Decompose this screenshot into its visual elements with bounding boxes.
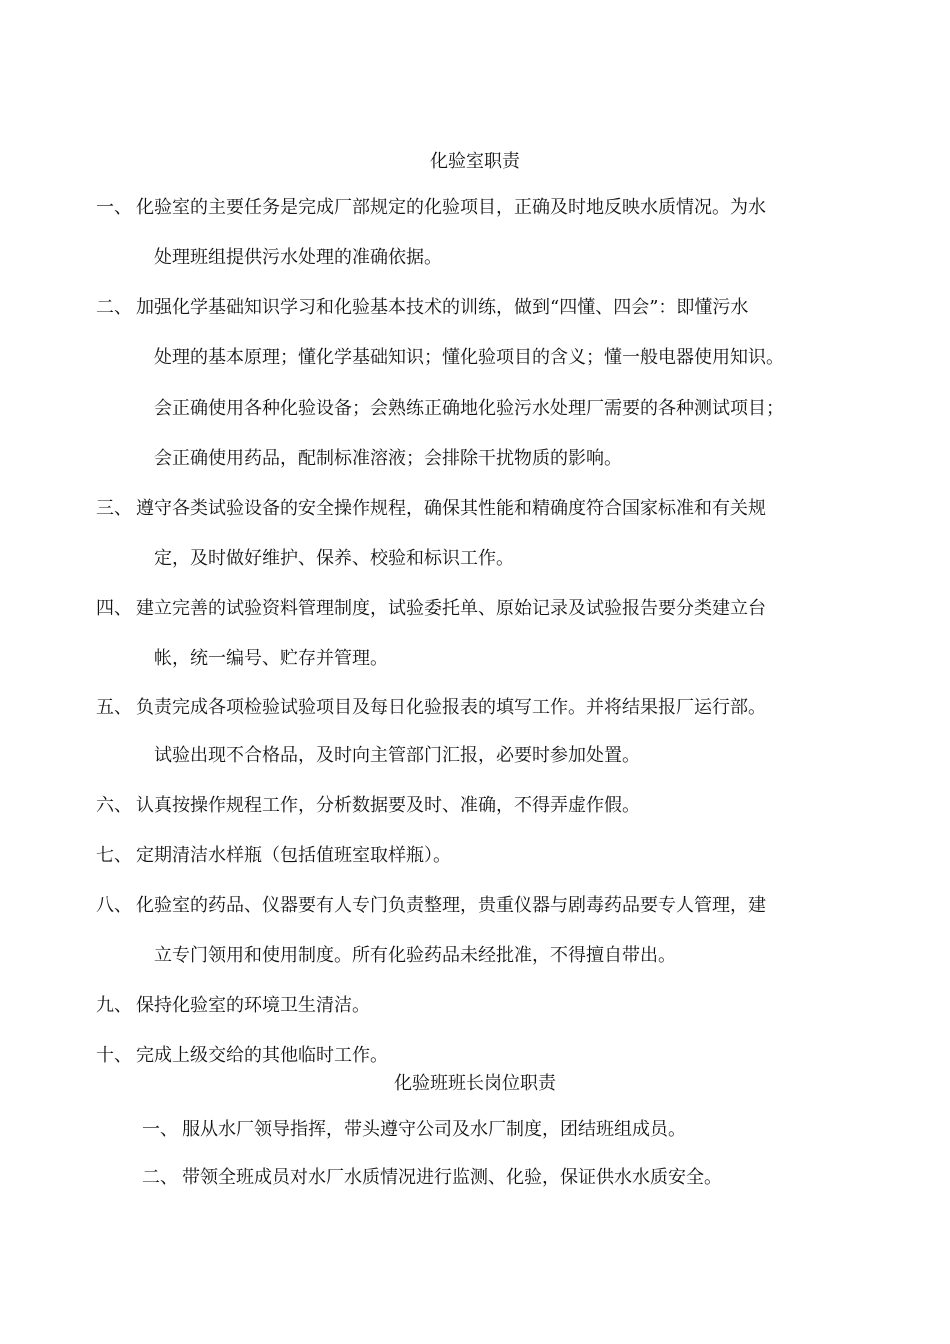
duty-8-line-2: 立专门领用和使用制度。所有化验药品未经批准，不得擅自带出。 xyxy=(154,945,676,966)
duty-text: 遵守各类试验设备的安全操作规程，确保其性能和精确度符合国家标准和有关规 xyxy=(136,498,766,519)
duty-number: 九、 xyxy=(96,995,132,1016)
duty-4-line-1 xyxy=(96,597,766,621)
duty-text: 保持化验室的环境卫生清洁。 xyxy=(136,995,370,1016)
duty-2-line-2: 处理的基本原理；懂化学基础知识；懂化验项目的含义；懂一般电器使用知识。 xyxy=(154,347,784,368)
duty-number: 一、 xyxy=(96,197,132,218)
duty-number: 八、 xyxy=(96,895,132,916)
duty-5-line-2: 试验出现不合格品，及时向主管部门汇报，必要时参加处置。 xyxy=(154,745,640,766)
section-title-lab-duties: 化验室职责 xyxy=(430,151,520,172)
duty-text: 完成上级交给的其他临时工作。 xyxy=(136,1045,388,1066)
duty-text: 认真按操作规程工作，分析数据要及时、准确，不得弄虚作假。 xyxy=(136,795,640,816)
duty-text: 带领全班成员对水厂水质情况进行监测、化验，保证供水水质安全。 xyxy=(182,1167,722,1188)
duty-number: 四、 xyxy=(96,598,132,619)
duty-2-line-1 xyxy=(96,296,748,320)
duty-text: 加强化学基础知识学习和化验基本技术的训练，做到“四懂、四会”：即懂污水 xyxy=(136,297,749,318)
duty-1-line-2: 处理班组提供污水处理的准确依据。 xyxy=(154,247,442,268)
duty-number: 七、 xyxy=(96,845,132,866)
duty-8-line-1 xyxy=(96,894,766,918)
duty-number: 十、 xyxy=(96,1045,132,1066)
duty-text: 建立完善的试验资料管理制度，试验委托单、原始记录及试验报告要分类建立台 xyxy=(136,598,766,619)
duty-text: 服从水厂领导指挥，带头遵守公司及水厂制度，团结班组成员。 xyxy=(182,1119,686,1140)
duty-9-line-1 xyxy=(96,994,370,1018)
duty-number: 三、 xyxy=(96,498,132,519)
duty-number: 六、 xyxy=(96,795,132,816)
leader-duty-1 xyxy=(142,1118,686,1142)
duty-1-line-1 xyxy=(96,196,766,220)
duty-number: 一、 xyxy=(142,1119,178,1140)
duty-text: 化验室的主要任务是完成厂部规定的化验项目，正确及时地反映水质情况。为水 xyxy=(136,197,766,218)
duty-7-line-1 xyxy=(96,844,451,868)
duty-text: 化验室的药品、仪器要有人专门负责整理，贵重仪器与剧毒药品要专人管理，建 xyxy=(136,895,766,916)
duty-5-line-1 xyxy=(96,696,766,720)
duty-10-line-1 xyxy=(96,1044,388,1068)
leader-duty-2 xyxy=(142,1166,722,1190)
duty-number: 五、 xyxy=(96,697,132,718)
duty-3-line-2: 定，及时做好维护、保养、校验和标识工作。 xyxy=(154,548,514,569)
duty-text: 负责完成各项检验试验项目及每日化验报表的填写工作。并将结果报厂运行部。 xyxy=(136,697,766,718)
duty-6-line-1 xyxy=(96,794,640,818)
duty-number: 二、 xyxy=(142,1167,178,1188)
duty-2-line-3: 会正确使用各种化验设备；会熟练正确地化验污水处理厂需要的各种测试项目； xyxy=(154,398,784,419)
duty-number: 二、 xyxy=(96,297,132,318)
duty-text: 定期清洁水样瓶（包括值班室取样瓶）。 xyxy=(136,845,451,866)
duty-3-line-1 xyxy=(96,497,766,521)
duty-2-line-4: 会正确使用药品，配制标准溶液；会排除干扰物质的影响。 xyxy=(154,448,622,469)
duty-4-line-2: 帐，统一编号、贮存并管理。 xyxy=(154,648,388,669)
section-title-leader-duties: 化验班班长岗位职责 xyxy=(394,1073,556,1094)
